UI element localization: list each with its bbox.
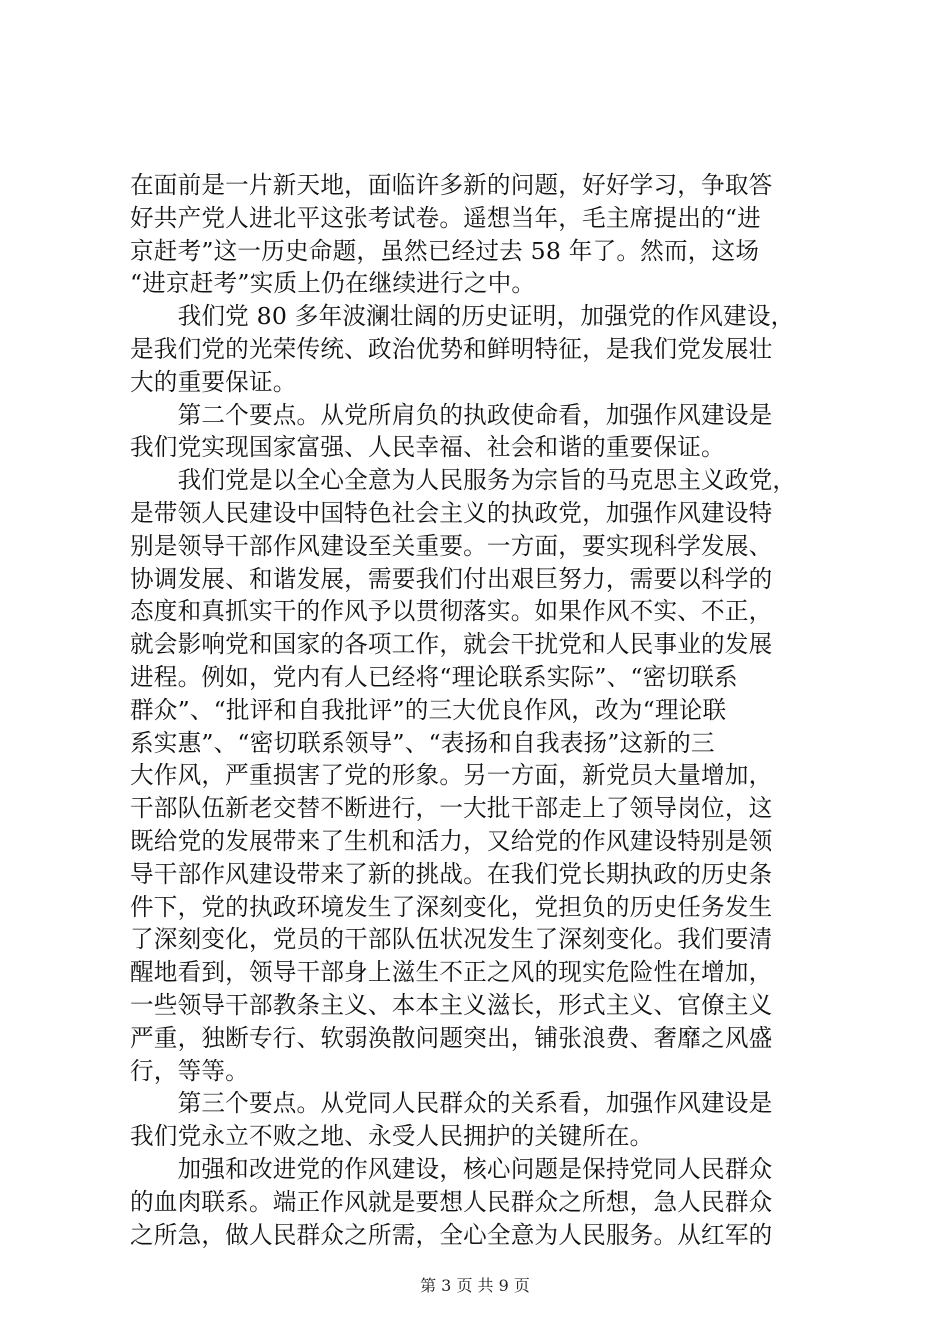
text-line: 行，等等。 [130,1056,249,1085]
text-line: 的血肉联系。端正作风就是要想人民群众之所想，急人民群众 [130,1187,773,1216]
text-line: 我们党实现国家富强、人民幸福、社会和谐的重要保证。 [130,433,725,462]
text-line: 大作风，严重损害了党的形象。另一方面，新党员大量增加， [130,761,773,790]
text-line: 醒地看到，领导干部身上滋生不正之风的现实危险性在增加， [130,958,773,987]
text-line: 之所急，做人民群众之所需，全心全意为人民服务。从红军的 [130,1220,773,1249]
text-line: 好共产党人进北平这张考试卷。遥想当年，毛主席提出的“进 [130,203,761,232]
text-line: 进程。例如，党内有人已经将“理论联系实际”、“密切联系 [130,663,738,691]
text-line: 了深刻变化，党员的干部队伍状况发生了深刻变化。我们要清 [130,925,773,954]
text-line: 就会影响党和国家的各项工作，就会干扰党和人民事业的发展 [130,630,773,659]
text-line: 大的重要保证。 [130,367,297,396]
text-line: 是我们党的光荣传统、政治优势和鲜明特征，是我们党发展壮 [130,335,773,363]
text-line: “进京赶考”实质上仍在继续进行之中。 [130,269,536,298]
text-line: 态度和真抓实干的作风予以贯彻落实。如果作风不实、不正， [130,597,773,626]
text-line: 一些领导干部教条主义、本本主义滋长，形式主义、官僚主义 [130,991,773,1019]
text-line: 我们党永立不败之地、永受人民拥护的关键所在。 [130,1122,654,1151]
text-line: 第二个要点。从党所肩负的执政使命看，加强作风建设是 [130,400,773,429]
text-line: 群众”、“批评和自我批评”的三大优良作风，改为“理论联 [130,695,727,724]
text-line: 导干部作风建设带来了新的挑战。在我们党长期执政的历史条 [130,859,773,888]
text-line: 京赶考”这一历史命题，虽然已经过去 58 年了。然而，这场 [130,236,760,265]
page-footer: 第 3 页 共 9 页 [420,1276,530,1295]
text-line: 我们党 80 多年波澜壮阔的历史证明，加强党的作风建设， [130,302,795,331]
text-line: 系实惠”、“密切联系领导”、“表扬和自我表扬”这新的三 [130,728,715,757]
text-line: 协调发展、和谐发展，需要我们付出艰巨努力，需要以科学的 [130,564,773,593]
text-line: 是带领人民建设中国特色社会主义的执政党，加强作风建设特 [130,499,773,527]
text-line: 别是领导干部作风建设至关重要。一方面，要实现科学发展、 [130,531,773,560]
text-line: 干部队伍新老交替不断进行，一大批干部走上了领导岗位，这 [130,794,773,823]
text-line: 加强和改进党的作风建设，核心问题是保持党同人民群众 [130,1155,773,1183]
text-line: 第三个要点。从党同人民群众的关系看，加强作风建设是 [130,1089,773,1118]
text-line: 我们党是以全心全意为人民服务为宗旨的马克思主义政党， [130,466,797,495]
text-line: 件下，党的执政环境发生了深刻变化，党担负的历史任务发生 [130,892,773,921]
text-line: 既给党的发展带来了生机和活力，又给党的作风建设特别是领 [130,827,773,855]
text-line: 严重，独断专行、软弱涣散问题突出，铺张浪费、奢靡之风盛 [130,1023,773,1052]
text-line: 在面前是一片新天地，面临许多新的问题，好好学习，争取答 [130,171,773,199]
